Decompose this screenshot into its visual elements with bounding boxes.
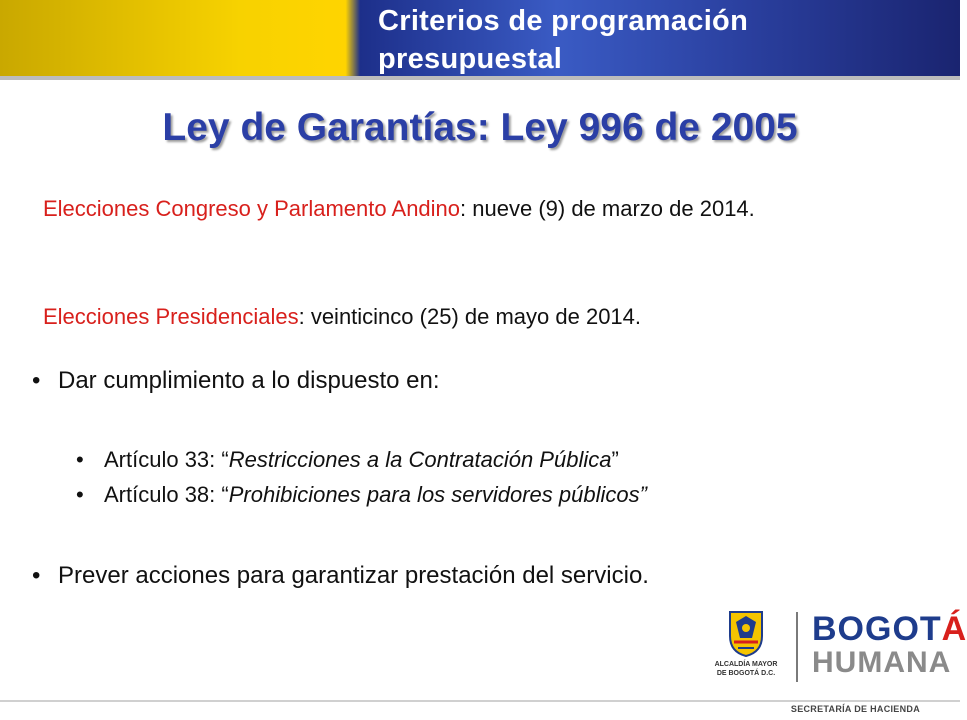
article-38-prefix: Artículo 38: “ xyxy=(104,482,229,507)
sub-bullet-article-33 xyxy=(76,447,619,473)
sub-bullet-dot: • xyxy=(76,482,84,507)
humana-logo-text: HUMANA xyxy=(812,646,952,679)
bullet-comply-text: Dar cumplimiento a lo dispuesto en: xyxy=(58,367,440,394)
congress-election-separator: : xyxy=(460,196,467,221)
bogota-logo-text xyxy=(812,610,967,649)
header-title-line2: presupuestal xyxy=(378,43,563,75)
slide-title: Ley de Garantías: Ley 996 de 2005 xyxy=(162,106,798,149)
presidential-election-paragraph xyxy=(43,300,931,334)
presidential-election-date: veinticinco (25) de mayo de 2014. xyxy=(304,304,642,329)
footer-divider xyxy=(0,700,960,702)
seal-caption xyxy=(700,660,792,678)
header-title-line1: Criterios de programación xyxy=(378,5,749,37)
bullet-comply xyxy=(32,367,440,395)
seal-caption-line1: ALCALDÍA MAYOR xyxy=(714,661,778,668)
congress-election-date: nueve (9) de marzo de 2014. xyxy=(466,196,755,221)
bullet-prevent xyxy=(32,562,649,590)
article-33-title: Restricciones a la Contratación Pública xyxy=(228,447,612,472)
seal-caption-line2: DE BOGOTÁ D.C. xyxy=(716,670,776,677)
header-title xyxy=(378,2,938,78)
sub-bullet-article-38 xyxy=(76,482,647,508)
logo-area xyxy=(700,608,967,688)
bogota-seal-icon xyxy=(726,608,766,658)
footer-secretaria: SECRETARÍA DE HACIENDA xyxy=(790,704,920,714)
logo-divider xyxy=(796,612,798,682)
bullet-dot: • xyxy=(32,367,41,394)
sub-bullet-dot: • xyxy=(76,447,84,472)
bogota-logo-main: BOGOT xyxy=(812,610,942,648)
article-33-suffix: ” xyxy=(611,447,619,472)
article-33-prefix: Artículo 33: “ xyxy=(104,447,229,472)
presidential-election-label: Elecciones Presidenciales xyxy=(43,304,299,329)
bullet-prevent-text: Prever acciones para garantizar prestación del servicio. xyxy=(58,562,649,589)
congress-election-label: Elecciones Congreso y Parlamento Andino xyxy=(43,196,461,221)
congress-election-paragraph xyxy=(43,192,931,226)
article-38-title: Prohibiciones para los servidores públicos” xyxy=(228,482,647,507)
presidential-election-separator: : xyxy=(298,304,305,329)
bogota-logo-accent: Á xyxy=(941,610,967,648)
bullet-dot: • xyxy=(32,562,41,589)
